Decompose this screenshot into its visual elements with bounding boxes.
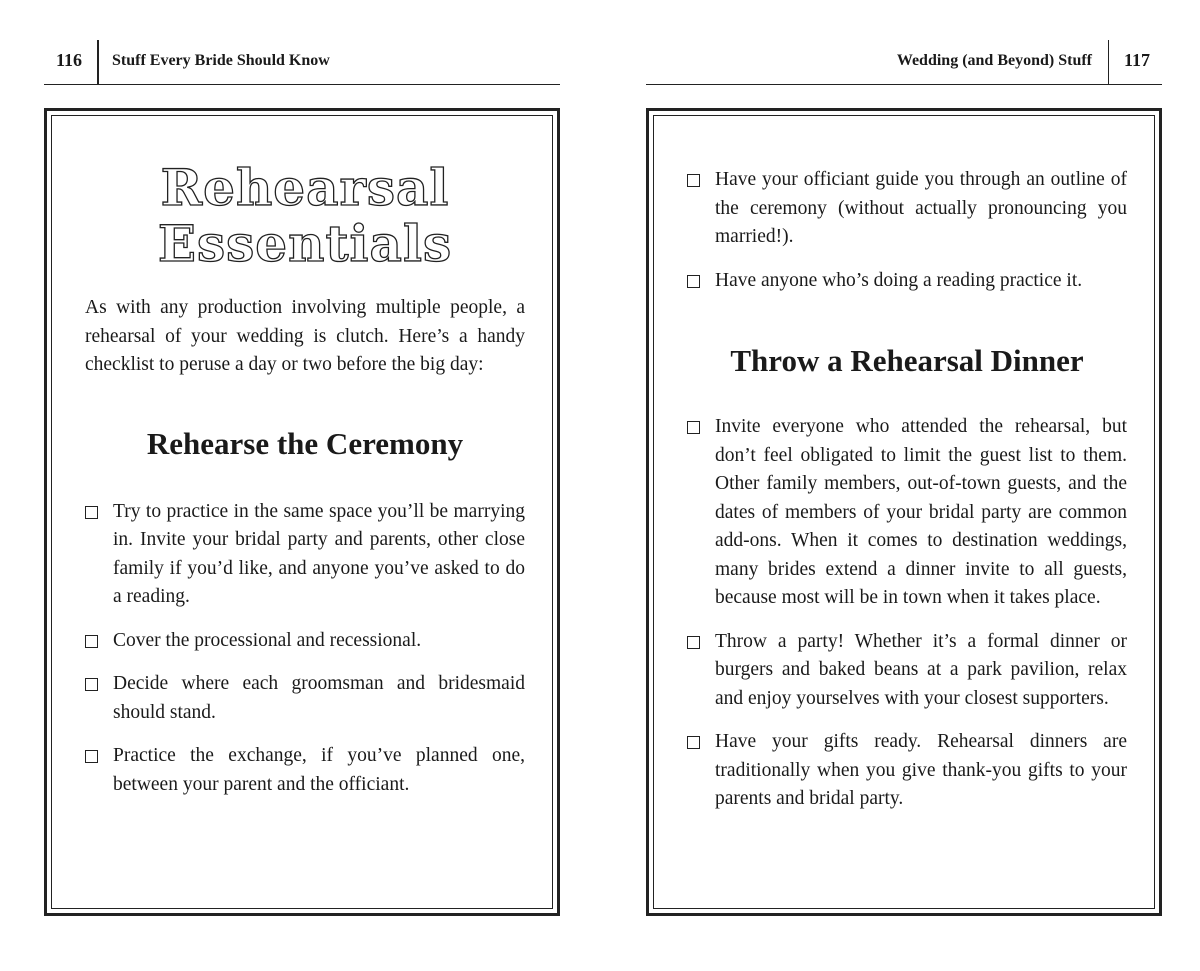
- section-heading-dinner: Throw a Rehearsal Dinner: [730, 343, 1084, 378]
- intro-paragraph: As with any production involving multiple people, a rehearsal of your wedding is clutch. Here’s a handy checklist to peruse a day or two before the big day:: [85, 297, 525, 375]
- checklist-item-text: Try to practice in the same space you’ll be marrying in. Invite your bridal party and parents, other close family if you’d like, and anyone you’ve asked to do a reading.: [113, 500, 525, 607]
- left-page: [44, 0, 560, 971]
- checklist-item: [687, 166, 1127, 252]
- checklist-item-text: Cover the processional and recessional.: [113, 629, 422, 651]
- checkbox-icon: [85, 750, 98, 763]
- checklist-item: [85, 627, 525, 656]
- checklist-item-text: Have anyone who’s doing a reading practice it.: [715, 269, 1083, 291]
- checkbox-icon: [687, 275, 700, 288]
- checklist-item: [85, 670, 525, 727]
- checklist-item: [687, 413, 1127, 613]
- right-page: [646, 0, 1162, 971]
- header-divider: [97, 40, 99, 84]
- page-number: 116: [56, 50, 83, 70]
- checklist-item-text: Throw a party! Whether it’s a formal dinner or burgers and baked beans at a park pavilion, relax and enjoy yourselves with your closest supporters.: [715, 630, 1127, 709]
- checklist-item: [687, 728, 1127, 814]
- header-divider: [1108, 40, 1110, 84]
- running-title: Wedding (and Beyond) Stuff: [896, 52, 1092, 69]
- checklist-item: [687, 628, 1127, 714]
- checkbox-icon: [85, 635, 98, 648]
- checkbox-icon: [687, 736, 700, 749]
- chapter-title-line-2: Essentials: [157, 214, 453, 273]
- checklist-item: [85, 498, 525, 612]
- checkbox-icon: [85, 678, 98, 691]
- checklist-rehearse-continued: [687, 166, 1127, 295]
- checkbox-icon: [85, 506, 98, 519]
- checklist-item-text: Decide where each groomsman and bridesmaid should stand.: [113, 673, 525, 723]
- right-page-content: [687, 166, 1127, 829]
- running-head-left: [44, 40, 560, 85]
- checklist-item-text: Have your gifts ready. Rehearsal dinners are traditionally when you give thank-you gifts to your parents and bridal party.: [715, 731, 1127, 809]
- section-heading-rehearse: Rehearse the Ceremony: [146, 425, 464, 461]
- checklist-item: [85, 742, 525, 799]
- checkbox-icon: [687, 421, 700, 434]
- checkbox-icon: [687, 636, 700, 649]
- checklist-item: [687, 267, 1127, 296]
- checklist-rehearse: [85, 498, 525, 800]
- checkbox-icon: [687, 174, 700, 187]
- checklist-item-text: Invite everyone who attended the rehearsal, but don’t feel obligated to limit the guest list to them. Other family members, out-of-town guests, and the dates of members of your bridal party are common add-ons. When it comes to destination weddings, many brides extend a dinner invite to all guests, because most will be in town when it takes place.: [715, 416, 1127, 608]
- left-page-content: [85, 160, 525, 814]
- chapter-title: [85, 160, 525, 272]
- running-head-right: [646, 40, 1162, 85]
- checklist-dinner: [687, 413, 1127, 814]
- checklist-item-text: Practice the exchange, if you’ve planned one, between your parent and the officiant.: [113, 745, 525, 795]
- running-title: Stuff Every Bride Should Know: [112, 52, 330, 69]
- checklist-item-text: Have your officiant guide you through an outline of the ceremony (without actually pronouncing you married!).: [715, 169, 1127, 247]
- chapter-title-line-1: Rehearsal: [160, 158, 450, 217]
- page-number: 117: [1123, 50, 1150, 70]
